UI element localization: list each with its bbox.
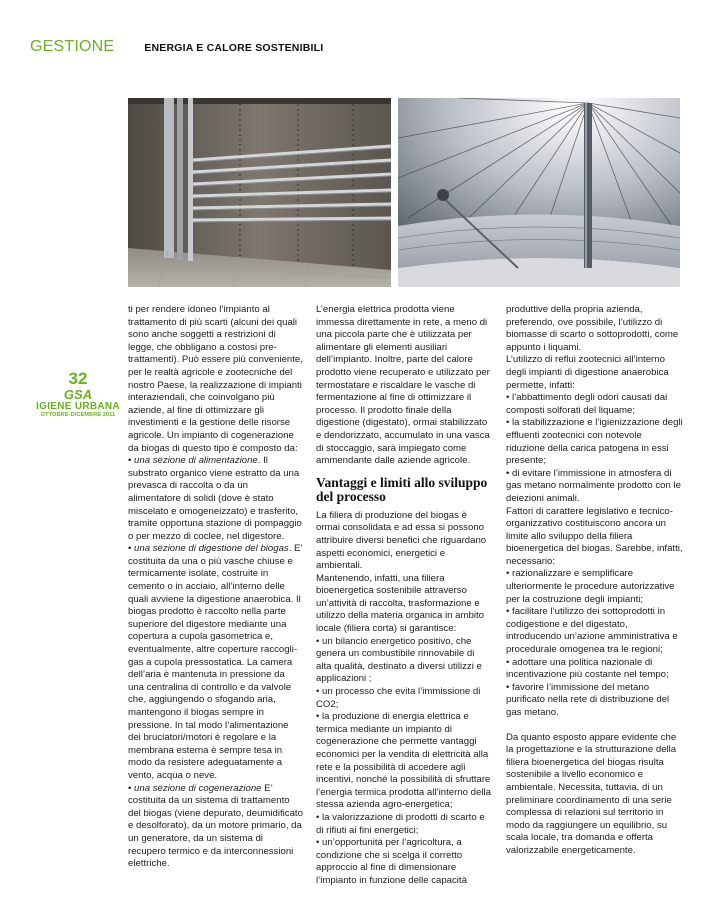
- paragraph: L’energia elettrica prodotta viene immessa direttamente in rete, a meno di una piccola parte che è utilizzata per alimentare gli elementi ausiliari dell’impianto. Inoltre, parte del calore prodotto viene recuperato e utilizzato per termostatare e riscaldare le vasche di fermentazione al fine di ottimizzare il processo. Il prodotto finale della digestione (digestato), ormai stabilizzato e dendorizzato, accumulato in una vasca di stoccaggio, sarà impiegato come ammendante dalle aziende agricole.: [316, 304, 490, 467]
- list-item: • facilitare l’utilizzo dei sottoprodotti in codigestione e del digestato, introducendo un’azione amministrativa e procedurale omogenea tra le regioni;: [506, 606, 683, 656]
- list-item: • adottare una politica nazionale di incentivazione più costante nel tempo;: [506, 657, 683, 682]
- paragraph-spacer: [506, 720, 683, 732]
- list-item: • la produzione di energia elettrica e termica mediante un impianto di cogenerazione che permette vantaggi economici per la vendita di elettricità alla rete e la possibilità di accedere agli incentivi, nonché la possibilità di sfruttare l’energia termica prodotta all’interno della stessa azienda agro-energetica;: [316, 711, 492, 812]
- list-item: • razionalizzare e semplificare ulteriormente le procedure autorizzative per la costruzione degli impianti;: [506, 568, 683, 606]
- paragraph: Fattori di carattere legislativo e tecnico-organizzativo costituiscono ancora un limite allo sviluppo della filiera bioenergetica del biogas. Sarebbe, infatti, necessario:: [506, 505, 683, 567]
- paragraph: ti per rendere idoneo l’impianto al trattamento di più scarti (alcuni dei quali sono anche soggetti a restrizioni di legge, che obbligano a costosi pre-trattamenti). Può essere più conveniente, per le realtà agricole e zootecniche del nostro Paese, la realizzazione di impianti interaziendali, che coinvolgano più aziende, al fine di ottimizzare gli investimenti e la gestione delle risorse agricole. Un impianto di cogenerazione da biogas di questo tipo è composto da:: [128, 304, 303, 454]
- list-item: • favorire l’immissione del metano purificato nella rete di distribuzione del gas metano.: [506, 682, 683, 720]
- list-item: • la valorizzazione di prodotti di scarto e di rifiuti ai fini energetici;: [316, 812, 492, 837]
- list-item-title: una sezione di alimentazione: [134, 455, 258, 467]
- list-item: • un bilancio energetico positivo, che genera un combustibile rinnovabile di alta qualità, destinato a diversi utilizzi e applicazioni ;: [316, 636, 492, 686]
- paragraph: Da quanto esposto appare evidente che la progettazione e la strutturazione della filiera bioenergetica del biogas risulta sostenibile a livello economico e ambientale. Necessita, tuttavia, di un preliminare coordinamento di una serie complessa di relazioni sul territorio in modo da raggiungere un equilibrio, su scala locale, tra domanda e offerta valorizzabile energeticamente.: [506, 731, 677, 856]
- section-heading: Vantaggi e limiti allo sviluppo del processo: [316, 474, 488, 504]
- paragraph: Mantenendo, infatti, una filiera bioenergetica sostenibile attraverso un’attività di raccolta, trasformazione e utilizzo della materia organica in ambito locale (filiera corta) si garantisce:: [316, 572, 484, 635]
- list-item-text: . E’ costituita da una o più vasche chiuse e termicamente isolate, costruite in cemento o in acciaio, all’interno delle quali avviene la digestione anaerobica. Il biogas prodotto è raccolto nella parte superiore del digestore mediante una copertura a cupola gasometrica e, eventualmente, altre coperture raccogli-gas a cupola pressostatica. La camera dell’aria è mantenuta in pressione da una centralina di controllo e da valvole che, aggiungendo o sfogando aria, mantengono il biogas sempre in pressione. In tal modo l’alimentazione dei bruciatori/motori è regolare e la membrana esterna è sempre tesa in modo da resistere adeguatamente a vento, acqua o neve.: [128, 543, 303, 781]
- digester-dome-interior-image: [398, 98, 680, 287]
- list-item-title: una sezione di cogenerazione: [134, 782, 262, 794]
- list-item: • un processo che evita l’immissione di CO2;: [316, 686, 492, 711]
- list-item: [128, 455, 303, 543]
- paragraph: La filiera di produzione del biogas è ormai consolidata e ad essa si possono attribuire diversi benefici che riguardano aspetti economici, energetici e ambientali.: [316, 509, 487, 572]
- magazine-folio: [30, 370, 126, 419]
- list-item-text: . Il substrato organico viene estratto da una prevasca di raccolta o da un alimentatore di solidi (dove è stato miscelato e omogeneizzato) e trasferito, tramite opportuna stazione di pompaggio o per mezzo di coclee, nel digestore.: [128, 455, 302, 542]
- page-number: 32: [68, 369, 88, 388]
- issue-date: OTTOBRE-DICEMBRE 2011: [40, 412, 116, 418]
- article-column-2: [316, 304, 492, 888]
- list-item: • la stabilizzazione e l’igienizzazione degli effluenti zootecnici con notevole riduzione della carica patogena in essi presente;: [506, 417, 683, 467]
- list-item-title: una sezione di digestione del biogas: [134, 543, 289, 555]
- list-item: • un’opportunità per l’agricoltura, a condizione che si scelga il corretto approccio al fine di dimensionare l’impianto in funzione delle capacità: [316, 837, 492, 887]
- list-item: [128, 543, 303, 782]
- article-column-1: [128, 304, 303, 871]
- list-item: [128, 783, 303, 871]
- article-column-3: [506, 304, 683, 858]
- magazine-name: IGIENE URBANA: [36, 401, 120, 412]
- list-item: • di evitare l’immissione in atmosfera di gas metano normalmente prodotto con le deiezioni animali.: [506, 468, 683, 506]
- magazine-brand: GSA: [63, 387, 93, 402]
- section-title: GESTIONE: [30, 38, 115, 55]
- paragraph: produttive della propria azienda, preferendo, ove possibile, l’utilizzo di biomasse di scarto o sottoprodotti, come appunto i liquami.: [506, 304, 679, 353]
- list-item-text: E’ costituita da un sistema di trattamento del biogas (viene depurato, deumidificato e desolforato), da un motore primario, da un generatore, da un sistema di recupero termico e da interconnessioni elettriche.: [128, 782, 303, 870]
- digester-interior-pipes-image: [128, 98, 391, 287]
- page-header: [30, 38, 323, 60]
- paragraph: L’utilizzo di reflui zootecnici all’interno degli impianti di digestione anaerobica permette, infatti:: [506, 354, 669, 391]
- list-item: • l’abbattimento degli odori causati dai composti solforati del liquame;: [506, 392, 683, 417]
- article-category: ENERGIA E CALORE SOSTENIBILI: [144, 42, 324, 54]
